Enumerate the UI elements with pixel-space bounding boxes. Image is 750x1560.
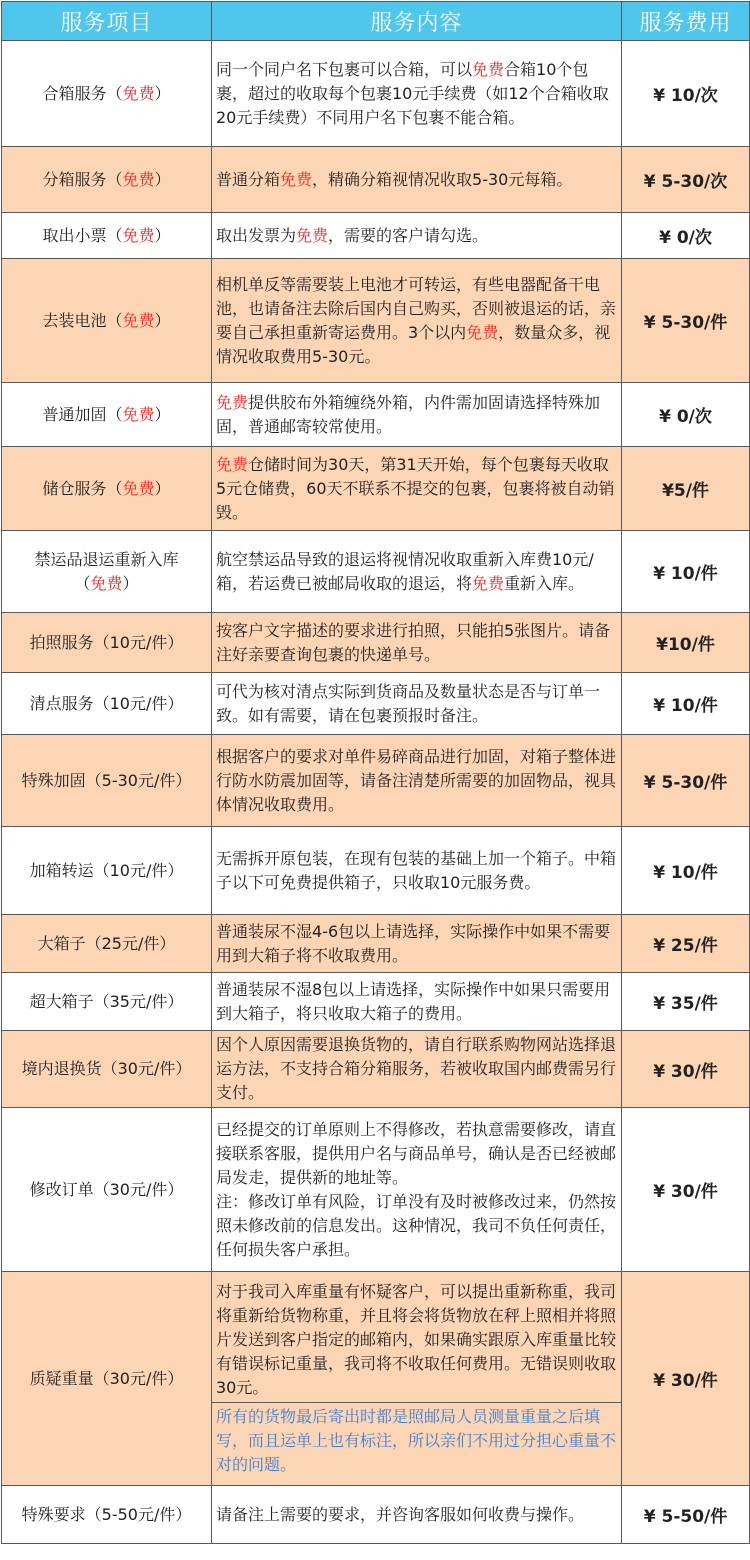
service-fee-cell: ¥ 10/件 — [622, 531, 750, 613]
free-highlight: 免费 — [466, 322, 499, 342]
service-item-name: 合箱服务（ — [42, 83, 123, 103]
service-fee-cell: ¥ 5-30/次 — [622, 147, 750, 213]
service-item-cell — [2, 213, 212, 259]
service-fee-cell: ¥ 5-50/件 — [622, 1486, 750, 1544]
free-highlight: 免费 — [296, 225, 329, 245]
table-row — [2, 735, 750, 827]
service-item-cell — [2, 735, 212, 827]
service-item-cell — [2, 531, 212, 613]
service-content-cell — [212, 613, 622, 673]
content-note: 注：修改订单有风险，订单没有及时被修改过来，仍然按照未修改前的信息发出。这种情况，我司不负任何责任，任何损失客户承担。 — [216, 1191, 617, 1259]
service-item-cell — [2, 1108, 212, 1272]
content-text: 普通装尿不湿8包以上请选择，实际操作中如果只需要用到大箱子，将只收取大箱子的费用。 — [216, 979, 611, 1023]
table-row — [2, 531, 750, 613]
service-item-cell — [2, 1272, 212, 1486]
service-content-cell — [212, 915, 622, 973]
service-fee-cell: ¥ 30/件 — [622, 1272, 750, 1486]
service-item-cell — [2, 973, 212, 1031]
free-highlight: 免费 — [472, 573, 505, 593]
service-item-name: 特殊要求（5-50元/件） — [21, 1504, 192, 1524]
service-item-name: 特殊加固（5-30元/件） — [21, 770, 192, 790]
service-fee-cell: ¥ 5-30/件 — [622, 259, 750, 383]
paren-close: ） — [154, 225, 171, 245]
header-service-fee: 服务费用 — [622, 2, 750, 41]
service-item-name: 超大箱子（35元/件） — [29, 991, 184, 1011]
content-text: 航空禁运品导致的退运将视情况收取重新入库费10元/箱，若运费已被邮局收取的退运，将 — [216, 549, 594, 593]
table-row — [2, 1486, 750, 1544]
content-text: 同一个同户名下包裹可以合箱，可以 — [216, 59, 473, 79]
paren-close: ） — [154, 404, 171, 424]
free-highlight: 免费 — [280, 169, 313, 189]
service-content-cell — [212, 41, 622, 147]
service-item-cell — [2, 147, 212, 213]
free-tag: 免费 — [122, 478, 155, 498]
service-fee-cell: ¥ 0/次 — [622, 213, 750, 259]
service-content-cell — [212, 383, 622, 447]
paren-close: ） — [154, 310, 171, 330]
service-item-name: 大箱子（25元/件） — [37, 933, 176, 953]
table-row — [2, 1108, 750, 1272]
service-item-cell — [2, 383, 212, 447]
content-text: ，数量众多，视情况收取费用5-30元。 — [216, 322, 611, 366]
service-fee-cell: ¥10/件 — [622, 613, 750, 673]
content-text: 因个人原因需要退换货物的，请自行联系购物网站选择退运方法，不支持合箱分箱服务，若被收取国内邮费需另行支付。 — [216, 1035, 617, 1102]
service-item-name: 取出小票（ — [42, 225, 123, 245]
service-item-name: 清点服务（10元/件） — [29, 693, 184, 713]
service-fee-cell: ¥ 5-30/件 — [622, 735, 750, 827]
table-row — [2, 213, 750, 259]
content-text: 取出发票为 — [216, 225, 297, 245]
service-content-cell — [212, 1108, 622, 1272]
paren-close: ） — [154, 169, 171, 189]
service-content-cell — [212, 213, 622, 259]
service-content-cell — [212, 827, 622, 915]
service-item-name: 禁运品退运重新入库 — [34, 549, 179, 569]
service-content-cell — [212, 447, 622, 531]
content-text: 普通装尿不湿4-6包以上请选择，实际操作中如果不需要用到大箱子将不收取费用。 — [216, 921, 611, 965]
service-content-cell — [212, 147, 622, 213]
free-tag: 免费 — [122, 83, 155, 103]
paren-close: ） — [122, 573, 139, 593]
table-row — [2, 259, 750, 383]
free-highlight: 免费 — [472, 59, 505, 79]
service-item-name: 加箱转运（10元/件） — [29, 860, 184, 880]
service-fee-cell: ¥ 30/件 — [622, 1031, 750, 1108]
service-item-cell — [2, 613, 212, 673]
content-text: 合箱10个包裹，超过的收取每个包裹10元手续费（如12个合箱收取20元手续费）不同用户名下包裹不能合箱。 — [216, 59, 609, 127]
content-blue-note: 所有的货物最后寄出时都是照邮局人员测量重量之后填写，而且运单上也有标注，所以亲们不用过分担心重量不对的问题。 — [216, 1407, 617, 1474]
header-service-item: 服务项目 — [2, 2, 212, 41]
service-item-cell — [2, 447, 212, 531]
service-item-cell — [2, 915, 212, 973]
free-tag: 免费 — [90, 573, 123, 593]
service-item-name: 普通加固（ — [42, 404, 123, 424]
content-text: 相机单反等需要装上电池才可转运，有些电器配备干电池，也请备注去除后国内自己购买，否则被退运的话，亲要自己承担重新寄运费用。3个以内 — [216, 274, 617, 342]
service-fee-cell: ¥ 25/件 — [622, 915, 750, 973]
content-text: 重新入库。 — [504, 573, 585, 593]
service-content-cell — [212, 1486, 622, 1544]
service-item-name: 分箱服务（ — [42, 169, 123, 189]
service-fee-cell: ¥ 35/件 — [622, 973, 750, 1031]
table-row — [2, 1272, 750, 1486]
free-highlight: 免费 — [216, 454, 249, 474]
service-item-name: 境内退换货（30元/件） — [21, 1059, 192, 1078]
service-content-cell — [212, 673, 622, 735]
service-fee-cell: ¥5/件 — [622, 447, 750, 531]
table-row — [2, 383, 750, 447]
table-body — [2, 41, 750, 1544]
header-service-content: 服务内容 — [212, 2, 622, 41]
content-text: 按客户文字描述的要求进行拍照，只能拍5张图片。请备注好亲要查询包裹的快递单号。 — [216, 620, 611, 664]
content-main — [212, 1278, 621, 1403]
service-item-cell — [2, 1486, 212, 1544]
free-tag: 免费 — [122, 225, 155, 245]
service-fee-cell: ¥ 10/件 — [622, 673, 750, 735]
paren-close: ） — [154, 478, 171, 498]
table-row — [2, 613, 750, 673]
service-fee-cell: ¥ 10/件 — [622, 827, 750, 915]
service-content-cell — [212, 1031, 622, 1108]
content-text: 已经提交的订单原则上不得修改，若执意需要修改，请直接联系客服，提供用户名与商品单号，确认是否已经被邮局发走，提供新的地址等。 — [216, 1119, 617, 1187]
service-item-cell — [2, 1031, 212, 1108]
content-text: ，精确分箱视情况收取5-30元每箱。 — [312, 169, 573, 189]
content-text: 仓储时间为30天，第31天开始，每个包裹每天收取5元仓储费，60天不联系不提交的包裹，包裹将被自动销毁。 — [216, 454, 615, 522]
table-row — [2, 827, 750, 915]
content-text: 无需拆开原包装，在现有包装的基础上加一个箱子。中箱子以下可免费提供箱子，只收取10元服务费。 — [216, 848, 617, 892]
free-highlight: 免费 — [216, 392, 249, 412]
content-text: 根据客户的要求对单件易碎商品进行加固，对箱子整体进行防水防震加固等，请备注清楚所需要的加固物品，视具体情况收取费用。 — [216, 746, 617, 814]
service-item-name: 修改订单（30元/件） — [29, 1179, 184, 1199]
service-item-name: 去装电池（ — [42, 310, 123, 330]
table-row — [2, 1031, 750, 1108]
table-row — [2, 147, 750, 213]
service-fee-table — [1, 1, 750, 1544]
paren-open: （ — [74, 573, 91, 593]
content-text: 请备注上需要的要求，并咨询客服如何收费与操作。 — [216, 1504, 585, 1524]
service-content-cell — [212, 973, 622, 1031]
service-item-cell — [2, 673, 212, 735]
paren-close: ） — [154, 83, 171, 103]
service-content-cell — [212, 259, 622, 383]
free-tag: 免费 — [122, 169, 155, 189]
service-item-cell — [2, 259, 212, 383]
free-tag: 免费 — [122, 310, 155, 330]
service-content-cell — [212, 531, 622, 613]
service-content-cell — [212, 735, 622, 827]
table-row — [2, 673, 750, 735]
table-row — [2, 915, 750, 973]
service-content-cell — [212, 1272, 622, 1486]
table-row — [2, 41, 750, 147]
table-header-row — [2, 2, 750, 41]
service-item-cell — [2, 827, 212, 915]
table-row — [2, 447, 750, 531]
content-text: ，需要的客户请勾选。 — [328, 225, 489, 245]
content-text: 提供胶布外箱缠绕外箱，内件需加固请选择特殊加固，普通邮寄较常使用。 — [216, 392, 601, 436]
service-fee-cell: ¥ 0/次 — [622, 383, 750, 447]
service-fee-cell: ¥ 10/次 — [622, 41, 750, 147]
free-tag: 免费 — [122, 404, 155, 424]
service-item-name: 质疑重量（30元/件） — [29, 1368, 184, 1388]
service-item-cell — [2, 41, 212, 147]
table-row — [2, 973, 750, 1031]
content-text: 普通分箱 — [216, 169, 281, 189]
service-item-name: 拍照服务（10元/件） — [29, 632, 184, 652]
service-fee-cell: ¥ 30/件 — [622, 1108, 750, 1272]
content-text: 可代为核对清点实际到货商品及数量状态是否与订单一致。如有需要，请在包裹预报时备注。 — [216, 681, 601, 725]
content-text: 对于我司入库重量有怀疑客户，可以提出重新称重，我司将重新给货物称重，并且将会将货物放在秤上照相并将照片发送到客户指定的邮箱内，如果确实跟原入库重量比较有错误标记重量，我司将不收取任何费用。无错误则收取30元。 — [216, 1282, 617, 1397]
service-item-name: 储仓服务（ — [42, 478, 123, 498]
